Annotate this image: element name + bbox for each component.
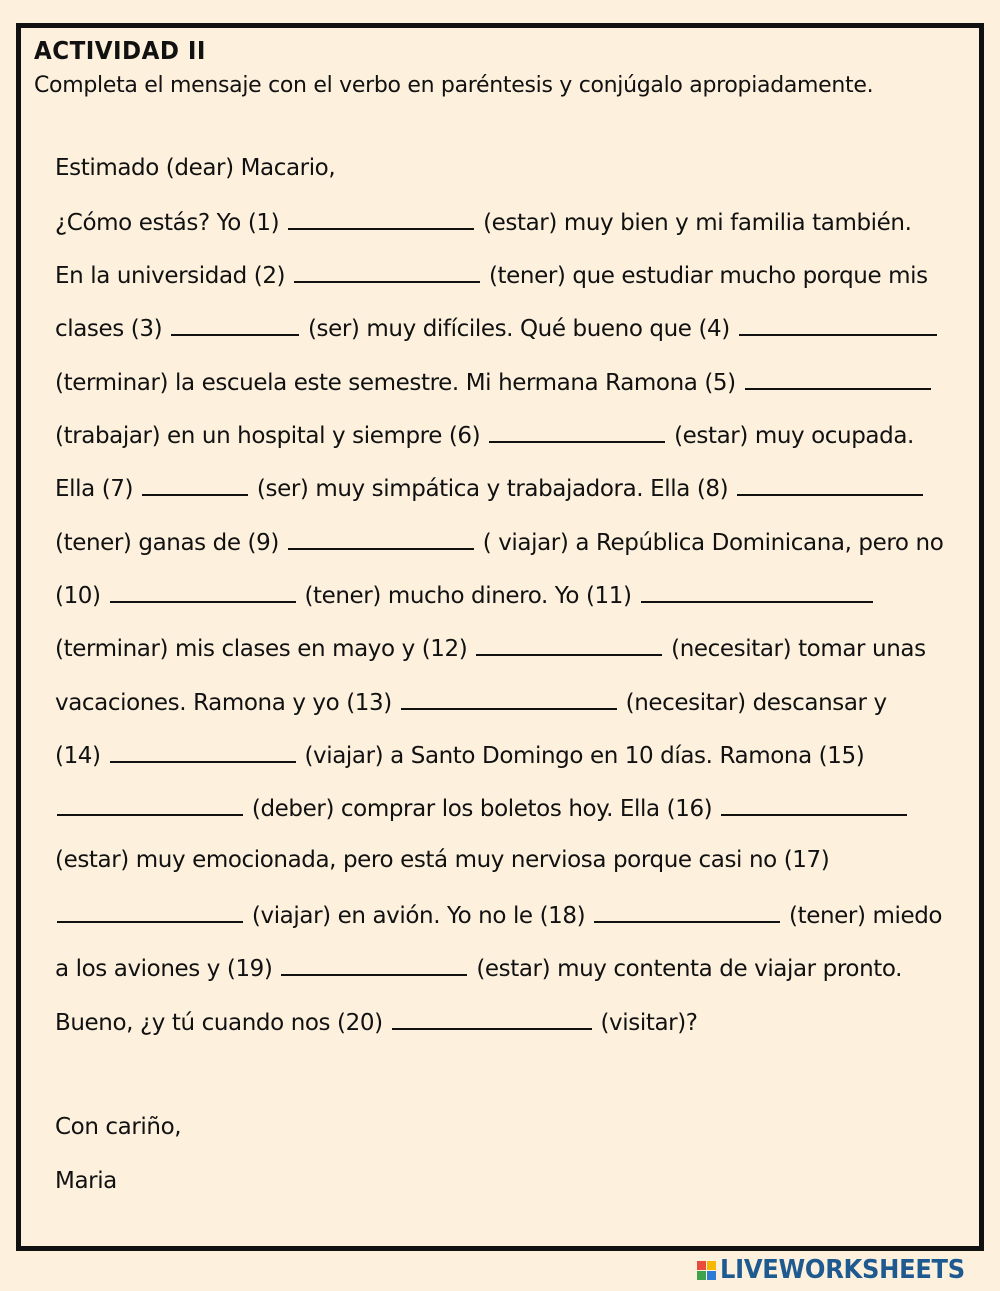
letter-line-1: ¿Cómo estás? Yo (1) (estar) muy bien y mi familia también. bbox=[55, 210, 912, 236]
letter-line-16: Bueno, ¿y tú cuando nos (20) (visitar)? bbox=[55, 1010, 698, 1036]
answer-blank-11[interactable] bbox=[641, 581, 873, 603]
answer-blank-5[interactable] bbox=[745, 368, 931, 390]
activity-title: ACTIVIDAD II bbox=[34, 36, 206, 65]
answer-blank-17[interactable] bbox=[57, 901, 243, 923]
letter-line-12: (deber) comprar los boletos hoy. Ella (16) bbox=[55, 794, 909, 822]
answer-blank-19[interactable] bbox=[281, 954, 467, 976]
letter-line-9: (terminar) mis clases en mayo y (12) (necesitar) tomar unas bbox=[55, 636, 926, 662]
answer-blank-1[interactable] bbox=[288, 208, 474, 230]
letter-line-2: En la universidad (2) (tener) que estudiar mucho porque mis bbox=[55, 263, 928, 289]
answer-blank-13[interactable] bbox=[401, 688, 617, 710]
answer-blank-3[interactable] bbox=[171, 314, 299, 336]
answer-blank-10[interactable] bbox=[110, 581, 296, 603]
logo-text: LIVEWORKSHEETS bbox=[720, 1255, 965, 1285]
answer-blank-2[interactable] bbox=[294, 261, 480, 283]
liveworksheets-mark-icon bbox=[697, 1261, 716, 1280]
letter-greeting: Estimado (dear) Macario, bbox=[55, 155, 336, 181]
instruction-text: Completa el mensaje con el verbo en paréntesis y conjúgalo apropiadamente. bbox=[34, 73, 874, 98]
letter-line-3: clases (3) (ser) muy difíciles. Qué bueno que (4) bbox=[55, 314, 939, 342]
letter-line-8: (10) (tener) mucho dinero. Yo (11) bbox=[55, 581, 875, 609]
letter-line-5: (trabajar) en un hospital y siempre (6) (estar) muy ocupada. bbox=[55, 423, 914, 449]
letter-line-13: (estar) muy emocionada, pero está muy nerviosa porque casi no (17) bbox=[55, 847, 830, 873]
letter-closing: Con cariño, bbox=[55, 1114, 182, 1140]
answer-blank-16[interactable] bbox=[721, 794, 907, 816]
answer-blank-20[interactable] bbox=[392, 1008, 592, 1030]
worksheet-frame bbox=[16, 23, 984, 1251]
answer-blank-12[interactable] bbox=[476, 634, 662, 656]
answer-blank-4[interactable] bbox=[739, 314, 937, 336]
answer-blank-14[interactable] bbox=[110, 741, 296, 763]
answer-blank-6[interactable] bbox=[489, 421, 665, 443]
liveworksheets-logo bbox=[697, 1256, 983, 1284]
letter-line-10: vacaciones. Ramona y yo (13) (necesitar) descansar y bbox=[55, 690, 887, 716]
answer-blank-8[interactable] bbox=[737, 474, 923, 496]
letter-signature: Maria bbox=[55, 1168, 117, 1194]
letter-line-15: a los aviones y (19) (estar) muy contenta de viajar pronto. bbox=[55, 956, 903, 982]
answer-blank-18[interactable] bbox=[594, 901, 780, 923]
answer-blank-15[interactable] bbox=[57, 794, 243, 816]
letter-line-14: (viajar) en avión. Yo no le (18) (tener) miedo bbox=[55, 901, 942, 929]
letter-line-11: (14) (viajar) a Santo Domingo en 10 días. Ramona (15) bbox=[55, 743, 865, 769]
answer-blank-7[interactable] bbox=[142, 474, 248, 496]
letter-line-6: Ella (7) (ser) muy simpática y trabajadora. Ella (8) bbox=[55, 474, 925, 502]
answer-blank-9[interactable] bbox=[288, 528, 474, 550]
letter-line-4: (terminar) la escuela este semestre. Mi hermana Ramona (5) bbox=[55, 368, 933, 396]
letter-line-7: (tener) ganas de (9) ( viajar) a República Dominicana, pero no bbox=[55, 530, 944, 556]
